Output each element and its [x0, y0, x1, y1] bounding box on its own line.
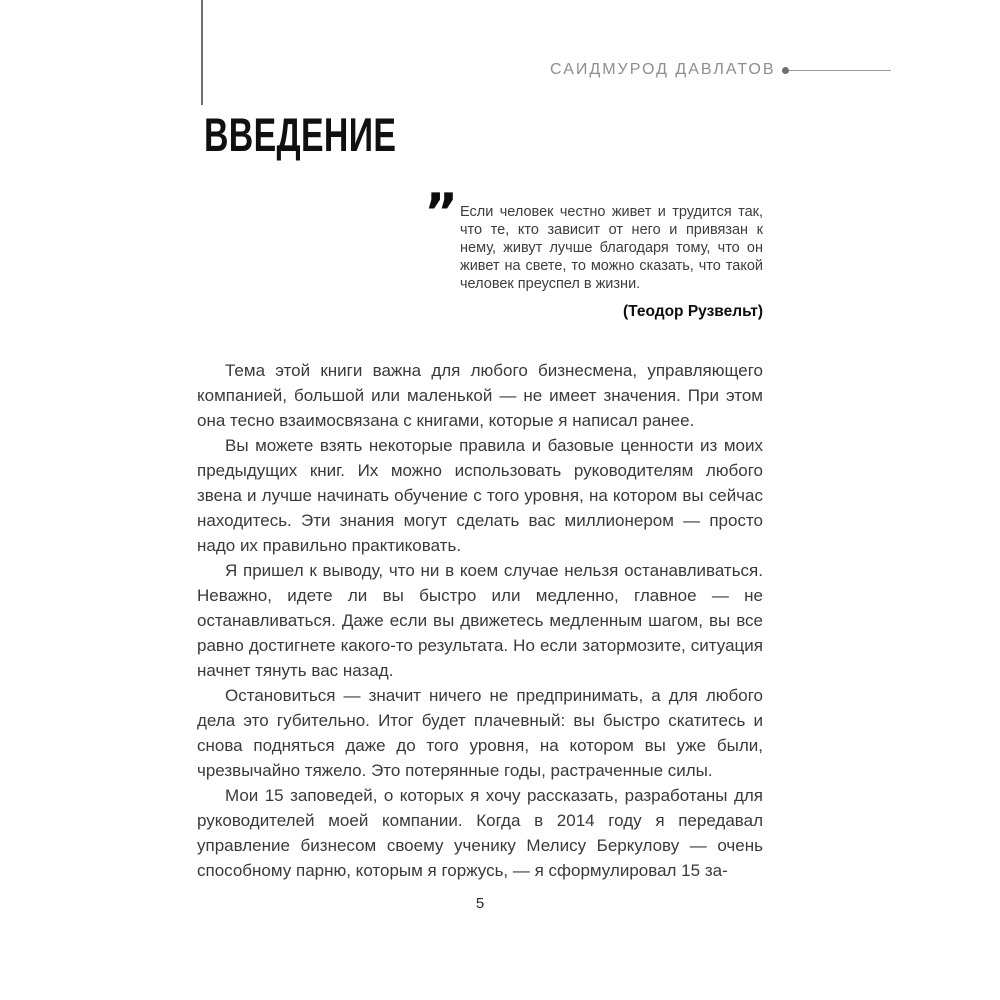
page-number: 5 — [475, 895, 485, 912]
body-text — [197, 358, 763, 883]
header-horizontal-rule — [789, 70, 891, 71]
chapter-title: ВВЕДЕНИЕ — [204, 108, 397, 161]
running-header — [550, 61, 891, 79]
body-paragraph: Мои 15 заповедей, о которых я хочу рассказать, разработаны для руководителей моей компании. Когда в 2014 году я передавал управление бизнесом своему ученику Мелису Беркулову — очень способному парню, которым я горжусь, — я сформулировал 15 за- — [197, 786, 763, 880]
bullet-dot-icon — [782, 67, 789, 74]
epigraph-quote-block — [424, 183, 763, 321]
body-paragraph: Я пришел к выводу, что ни в коем случае нельзя останавливаться. Неважно, идете ли вы быстро или медленно, главное — не останавливаться. Даже если вы движетесь медленным шагом, вы все равно достигнете какого-то результата. Но если затормозите, ситуация начнет тянуть вас назад. — [197, 561, 763, 680]
quote-attribution: (Теодор Рузвельт) — [623, 303, 763, 320]
quote-text: Если человек честно живет и трудится так, что те, кто зависит от него и привязан к нему, живут лучше благодаря тому, что он живет на свете, то можно сказать, что такой человек преуспел в жизни. — [460, 204, 763, 292]
quote-marks-icon: ” — [424, 183, 455, 243]
top-left-vertical-rule — [201, 0, 203, 105]
body-paragraph: Тема этой книги важна для любого бизнесмена, управляющего компанией, большой или маленькой — не имеет значения. При этом она тесно взаимосвязана с книгами, которые я написал ранее. — [197, 361, 763, 430]
author-name: САИДМУРОД ДАВЛАТОВ — [550, 61, 776, 78]
body-paragraph: Остановиться — значит ничего не предпринимать, а для любого дела это губительно. Итог будет плачевный: вы быстро скатитесь и снова подняться даже до того уровня, на котором вы уже были, чрезвычайно тяжело. Это потерянные годы, растраченные силы. — [197, 686, 763, 780]
body-paragraph: Вы можете взять некоторые правила и базовые ценности из моих предыдущих книг. Их можно использовать руководителям любого звена и лучше начинать обучение с того уровня, на котором вы сейчас находитесь. Эти знания могут сделать вас миллионером — просто надо их правильно практиковать. — [197, 436, 763, 555]
